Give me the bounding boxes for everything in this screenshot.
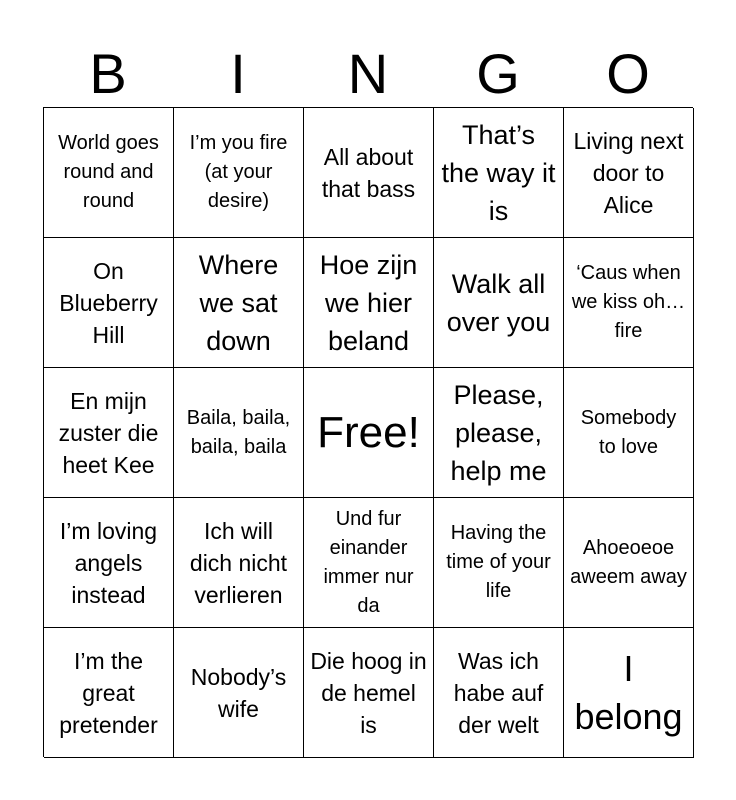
free-space[interactable] [304,368,434,498]
cell-text: Please, please, help me [450,379,547,486]
bingo-cell[interactable] [434,498,564,628]
bingo-cell[interactable] [174,628,304,758]
cell-text: ‘Caus when we kiss oh… fire [571,262,686,342]
bingo-cell[interactable] [434,238,564,368]
free-space-label: Free! [317,407,420,457]
bingo-board [43,107,693,757]
header-letter-o: O [606,42,650,105]
header-letter-n: N [347,42,389,105]
bingo-cell[interactable] [174,238,304,368]
bingo-cell[interactable] [434,368,564,498]
bingo-cell[interactable] [44,238,174,368]
cell-text: Hoe zijn we hier beland [319,249,418,356]
cell-text: Somebody to love [580,406,677,458]
bingo-cell[interactable] [304,628,434,758]
cell-text: All about that bass [321,143,416,202]
bingo-cell[interactable] [564,368,694,498]
cell-text: I’m loving angels instead [59,517,158,608]
cell-text: Walk all over you [446,268,551,337]
bingo-cell[interactable] [434,108,564,238]
bingo-cell[interactable] [564,108,694,238]
cell-text: En mijn zuster die heet Kee [58,387,159,478]
cell-text: I belong [574,647,683,737]
bingo-cell[interactable] [564,628,694,758]
bingo-cell[interactable] [44,628,174,758]
bingo-cell[interactable] [44,498,174,628]
cell-text: Baila, baila, baila, baila [186,406,291,458]
bingo-header [43,38,693,110]
header-letter-b: B [89,42,127,105]
cell-text: I’m the great pretender [59,647,158,738]
bingo-cell[interactable] [44,108,174,238]
cell-text: Ahoeoeoe aweem away [570,536,687,588]
bingo-cell[interactable] [434,628,564,758]
bingo-cell[interactable] [174,108,304,238]
bingo-cell[interactable] [564,498,694,628]
cell-text: Having the time of your life [446,522,551,602]
bingo-cell[interactable] [44,368,174,498]
header-letter-i: I [230,42,246,105]
cell-text: Ich will dich nicht verlieren [189,517,288,608]
cell-text: I’m you fire (at your desire) [189,132,288,212]
cell-text: Was ich habe auf der welt [453,647,544,738]
cell-text: Living next door to Alice [573,127,684,218]
cell-text: World goes round and round [58,132,159,212]
bingo-cell[interactable] [564,238,694,368]
bingo-cell[interactable] [304,108,434,238]
bingo-cell[interactable] [304,498,434,628]
cell-text: Where we sat down [198,249,279,356]
bingo-cell[interactable] [174,498,304,628]
header-letter-g: G [476,42,520,105]
bingo-cell[interactable] [304,238,434,368]
bingo-cell[interactable] [174,368,304,498]
cell-text: Und fur einander immer nur da [323,507,414,617]
cell-text: On Blueberry Hill [59,257,158,348]
cell-text: Die hoog in de hemel is [310,647,427,738]
cell-text: That’s the way it is [441,119,556,226]
cell-text: Nobody’s wife [190,663,287,722]
